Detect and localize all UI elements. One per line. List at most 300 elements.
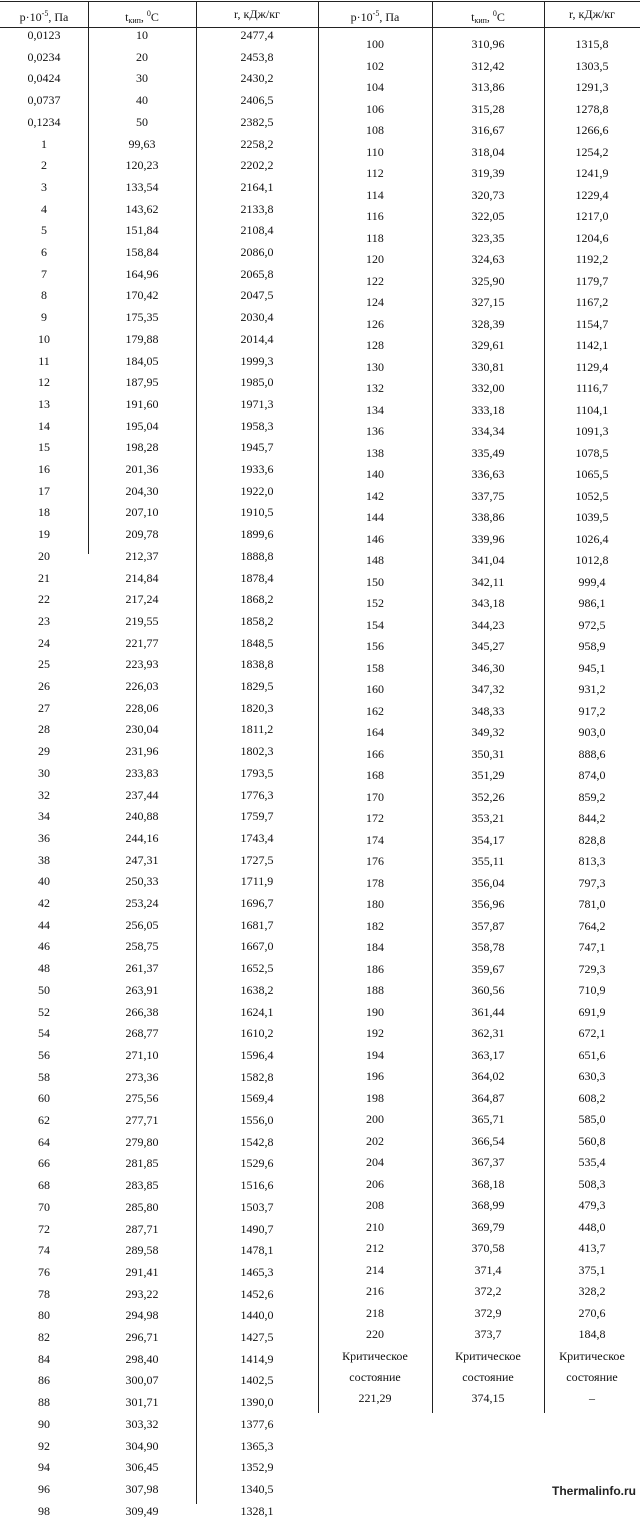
right-pressure-cell: 146: [366, 531, 384, 546]
left-temperature-cell: 10: [136, 28, 148, 42]
left-pressure-cell: 42: [38, 896, 50, 910]
right-temperature-cell: 342,11: [471, 574, 505, 589]
right-temperature-cell: 372,2: [474, 1284, 502, 1298]
right-pressure-cell: 196: [366, 1069, 384, 1083]
right-pressure-cell: 150: [366, 574, 384, 589]
left-pressure-cell: 70: [38, 1199, 50, 1214]
left-temperature-cell: 170,42: [125, 288, 159, 303]
right-pressure-cell: 218: [366, 1305, 384, 1320]
watermark-logo: Thermalinfo.ru: [551, 1484, 636, 1498]
left-pressure-cell: 20: [38, 548, 50, 563]
header-heat-right: r, кДж/кг: [569, 7, 615, 21]
right-pressure-cell: 208: [366, 1198, 384, 1212]
left-heat-cell: 2047,5: [240, 288, 274, 303]
left-pressure-cell: 52: [38, 1004, 50, 1019]
right-heat-cell: 1078,5: [575, 445, 609, 460]
right-temperature-cell: 369,79: [471, 1219, 505, 1234]
left-heat-cell: 1414,9: [240, 1351, 274, 1366]
right-temperature-cell: 320,73: [471, 187, 505, 202]
right-pressure-cell: 136: [366, 424, 384, 438]
left-heat-cell: 2430,2: [240, 71, 274, 86]
right-heat-cell: 1039,5: [575, 510, 609, 524]
left-heat-cell: 1681,7: [240, 917, 274, 932]
left-temperature-cell: 300,07: [125, 1373, 159, 1388]
left-pressure-cell: 40: [38, 874, 50, 889]
left-pressure-cell: 26: [38, 679, 50, 693]
critical-temperature-value: 374,15: [471, 1391, 505, 1405]
right-temperature-cell: 312,42: [471, 58, 505, 73]
left-temperature-cell: 244,16: [125, 830, 159, 845]
left-pressure-cell: 54: [38, 1026, 50, 1041]
left-temperature-cell: 217,24: [125, 592, 159, 607]
right-temperature-cell: 338,86: [471, 510, 505, 524]
right-pressure-cell: 182: [366, 918, 384, 933]
left-pressure-cell: 29: [38, 744, 50, 759]
right-heat-cell: 1091,3: [575, 424, 609, 438]
right-pressure-cell: 148: [366, 553, 384, 567]
left-temperature-cell: 275,56: [125, 1091, 159, 1106]
right-pressure-cell: 184: [366, 940, 384, 954]
left-temperature-cell: 304,90: [125, 1438, 159, 1453]
left-pressure-cell: 6: [41, 245, 47, 259]
right-heat-cell: 1204,6: [575, 230, 609, 245]
left-temperature-cell: 256,05: [125, 917, 159, 932]
left-pressure-cell: 14: [38, 418, 50, 433]
left-pressure-cell: 62: [38, 1113, 50, 1127]
right-pressure-cell: 156: [366, 639, 384, 653]
right-heat-cell: 828,8: [578, 832, 606, 847]
right-temperature-cell: 319,39: [471, 166, 505, 180]
left-temperature-cell: 253,24: [125, 896, 159, 910]
left-heat-cell: 2406,5: [240, 93, 274, 108]
left-temperature-cell: 294,98: [125, 1308, 159, 1323]
right-pressure-cell: 204: [366, 1155, 384, 1169]
right-pressure-cell: 172: [366, 811, 384, 825]
left-temperature-cell: 179,88: [125, 331, 159, 346]
left-heat-cell: 2477,4: [240, 28, 274, 42]
left-temperature-cell: 296,71: [125, 1330, 159, 1344]
right-pressure-cell: 112: [366, 166, 384, 180]
right-pressure-cell: 128: [366, 338, 384, 352]
left-heat-cell: 1802,3: [240, 744, 274, 759]
left-heat-cell: 1427,5: [240, 1330, 274, 1344]
right-heat-cell: 888,6: [578, 746, 606, 761]
left-temperature-cell: 214,84: [125, 570, 159, 585]
right-pressure-cell: 116: [366, 209, 384, 223]
left-pressure-cell: 98: [38, 1503, 50, 1518]
right-pressure-cell: 104: [366, 80, 384, 94]
left-heat-cell: 2108,4: [240, 223, 274, 238]
right-pressure-cell: 124: [366, 295, 384, 309]
critical-label-pressure-line2: состояние: [349, 1370, 401, 1384]
right-heat-cell: 797,3: [578, 875, 606, 890]
left-pressure-cell: 96: [38, 1481, 50, 1496]
left-heat-cell: 1727,5: [240, 852, 274, 867]
right-heat-cell: 1026,4: [575, 531, 609, 546]
left-pressure-cell: 88: [38, 1395, 50, 1410]
left-heat-cell: 1596,4: [240, 1047, 274, 1062]
right-temperature-cell: 322,05: [471, 209, 505, 223]
left-heat-cell: 1402,5: [240, 1373, 274, 1388]
right-pressure-cell: 134: [366, 402, 384, 417]
right-pressure-cell: 114: [366, 187, 384, 202]
left-pressure-cell: 38: [38, 852, 50, 867]
left-pressure-cell: 76: [38, 1264, 50, 1279]
right-heat-cell: 972,5: [578, 617, 606, 632]
right-pressure-cell: 132: [366, 381, 384, 395]
right-temperature-cell: 366,54: [471, 1133, 505, 1148]
left-pressure-cell: 12: [38, 375, 50, 390]
left-heat-cell: 1465,3: [240, 1264, 274, 1279]
right-pressure-cell: 180: [366, 897, 384, 911]
left-pressure-cell: 72: [38, 1221, 50, 1236]
right-temperature-cell: 348,33: [471, 703, 505, 718]
left-heat-cell: 1838,8: [240, 657, 274, 672]
left-heat-cell: 1638,2: [240, 982, 274, 997]
left-pressure-cell: 50: [38, 982, 50, 997]
right-pressure-cell: 130: [366, 359, 384, 374]
right-pressure-cell: 190: [366, 1004, 384, 1019]
left-pressure-cell: 23: [38, 613, 50, 628]
header-pressure-right: $p\cdot 10^{-5}$, Па: [350, 9, 400, 24]
left-temperature-cell: 40: [136, 93, 148, 108]
left-heat-cell: 1958,3: [240, 418, 274, 433]
left-temperature-cell: 158,84: [125, 245, 159, 259]
left-temperature-cell: 226,03: [125, 679, 159, 693]
right-pressure-cell: 198: [366, 1090, 384, 1105]
right-temperature-cell: 332,00: [471, 381, 505, 395]
left-heat-cell: 1377,6: [240, 1416, 274, 1431]
right-temperature-cell: 354,17: [471, 832, 505, 847]
right-heat-cell: 874,0: [578, 768, 606, 782]
left-heat-cell: 1899,6: [240, 527, 274, 542]
right-temperature-cell: 364,02: [471, 1069, 505, 1083]
left-temperature-cell: 237,44: [125, 787, 159, 802]
left-temperature-cell: 266,38: [125, 1004, 159, 1019]
right-temperature-cell: 327,15: [471, 295, 505, 309]
left-heat-cell: 2258,2: [240, 136, 274, 151]
right-temperature-cell: 313,86: [471, 80, 505, 94]
right-heat-cell: 1254,2: [575, 144, 609, 159]
header-temperature-left: $t_{кип}$, $^0$C: [125, 9, 159, 25]
left-heat-cell: 1478,1: [240, 1243, 274, 1258]
left-temperature-cell: 198,28: [125, 440, 159, 455]
left-temperature-cell: 233,83: [125, 765, 159, 780]
left-temperature-cell: 268,77: [125, 1026, 159, 1041]
critical-label-heat-line1: Критическое: [559, 1349, 625, 1363]
left-heat-cell: 2382,5: [240, 114, 274, 129]
right-pressure-cell: 162: [366, 703, 384, 718]
left-temperature-cell: 187,95: [125, 375, 159, 390]
right-temperature-cell: 361,44: [471, 1004, 505, 1019]
left-pressure-cell: 94: [38, 1460, 50, 1475]
left-pressure-cell: 60: [38, 1091, 50, 1106]
right-heat-cell: 958,9: [578, 639, 606, 653]
left-heat-cell: 1556,0: [240, 1113, 274, 1127]
left-temperature-cell: 209,78: [125, 527, 159, 542]
right-heat-cell: 1012,8: [575, 553, 609, 567]
left-temperature-cell: 273,36: [125, 1069, 159, 1084]
left-pressure-cell: 82: [38, 1330, 50, 1344]
left-heat-cell: 1776,3: [240, 787, 274, 802]
left-heat-cell: 1610,2: [240, 1026, 274, 1041]
left-temperature-cell: 30: [136, 71, 148, 86]
right-heat-cell: 1142,1: [575, 338, 609, 352]
left-heat-cell: 2133,8: [240, 201, 274, 216]
left-temperature-cell: 133,54: [125, 179, 159, 194]
left-pressure-cell: 48: [38, 961, 50, 976]
left-pressure-cell: 24: [38, 635, 50, 650]
left-pressure-cell: 84: [38, 1351, 50, 1366]
right-temperature-cell: 315,28: [471, 101, 505, 116]
right-heat-cell: 1052,5: [575, 488, 609, 503]
right-temperature-cell: 347,32: [471, 682, 505, 696]
left-heat-cell: 1793,5: [240, 765, 274, 780]
left-heat-cell: 1516,6: [240, 1178, 274, 1193]
right-heat-cell: 1129,4: [575, 359, 609, 374]
left-temperature-cell: 277,71: [125, 1113, 159, 1127]
right-heat-cell: 1179,7: [575, 273, 609, 288]
left-heat-cell: 1811,2: [240, 722, 274, 737]
left-heat-cell: 1858,2: [240, 613, 274, 628]
right-temperature-cell: 316,67: [471, 123, 505, 137]
right-temperature-cell: 357,87: [471, 918, 505, 933]
right-heat-cell: 1303,5: [575, 58, 609, 73]
right-temperature-cell: 344,23: [471, 617, 505, 632]
right-temperature-cell: 341,04: [471, 553, 505, 567]
left-temperature-cell: 247,31: [125, 852, 159, 867]
left-temperature-cell: 285,80: [125, 1199, 159, 1214]
right-heat-cell: 1065,5: [575, 467, 609, 481]
right-heat-cell: 1315,8: [575, 37, 609, 51]
left-pressure-cell: 0,1234: [27, 114, 61, 129]
left-heat-cell: 1910,5: [240, 505, 274, 520]
right-pressure-cell: 142: [366, 488, 384, 503]
right-temperature-cell: 343,18: [471, 596, 505, 610]
right-temperature-cell: 336,63: [471, 467, 505, 481]
right-pressure-cell: 216: [366, 1284, 384, 1298]
left-pressure-cell: 18: [38, 505, 50, 520]
right-temperature-cell: 323,35: [471, 230, 505, 245]
left-temperature-cell: 301,71: [125, 1395, 159, 1410]
right-heat-cell: 729,3: [578, 961, 606, 976]
header-temperature-right: $t_{кип}$, $^0$C: [471, 9, 505, 25]
left-pressure-cell: 86: [38, 1373, 50, 1388]
left-heat-cell: 1390,0: [240, 1395, 274, 1410]
left-heat-cell: 2014,4: [240, 331, 274, 346]
left-temperature-cell: 283,85: [125, 1178, 159, 1193]
left-heat-cell: 1652,5: [240, 961, 274, 976]
right-pressure-cell: 174: [366, 832, 384, 847]
left-heat-cell: 1696,7: [240, 896, 274, 910]
left-pressure-cell: 25: [38, 657, 50, 672]
right-heat-cell: 448,0: [578, 1219, 606, 1234]
left-pressure-cell: 19: [38, 527, 50, 542]
right-pressure-cell: 102: [366, 58, 384, 73]
critical-label-pressure-line1: Критическое: [342, 1349, 408, 1363]
right-temperature-cell: 350,31: [471, 746, 505, 761]
left-temperature-cell: 250,33: [125, 874, 159, 889]
right-temperature-cell: 371,4: [474, 1262, 502, 1277]
left-pressure-cell: 10: [38, 331, 50, 346]
left-pressure-cell: 4: [41, 201, 47, 216]
right-temperature-cell: 329,61: [471, 338, 505, 352]
right-pressure-cell: 154: [366, 617, 384, 632]
right-pressure-cell: 178: [366, 875, 384, 890]
right-pressure-cell: 108: [366, 123, 384, 137]
right-temperature-cell: 349,32: [471, 725, 505, 739]
left-pressure-cell: 68: [38, 1178, 50, 1193]
right-temperature-cell: 365,71: [471, 1112, 505, 1126]
right-heat-cell: 813,3: [578, 854, 606, 868]
right-pressure-cell: 202: [366, 1133, 384, 1148]
left-pressure-cell: 8: [41, 288, 47, 303]
right-heat-cell: 844,2: [578, 811, 606, 825]
left-temperature-cell: 231,96: [125, 744, 159, 759]
header-heat-left: r, кДж/кг: [234, 7, 280, 21]
left-pressure-cell: 11: [38, 353, 50, 368]
left-pressure-cell: 21: [38, 570, 50, 585]
left-temperature-cell: 309,49: [125, 1503, 159, 1518]
right-heat-cell: 1192,2: [575, 252, 609, 266]
right-pressure-cell: 170: [366, 789, 384, 804]
right-pressure-cell: 200: [366, 1112, 384, 1126]
right-temperature-cell: 346,30: [471, 660, 505, 675]
right-heat-cell: 781,0: [578, 897, 606, 911]
right-temperature-cell: 367,37: [471, 1155, 505, 1169]
left-temperature-cell: 258,75: [125, 939, 159, 954]
right-heat-cell: 1291,3: [575, 80, 609, 94]
right-pressure-cell: 168: [366, 768, 384, 782]
left-temperature-cell: 143,62: [125, 201, 159, 216]
left-temperature-cell: 50: [136, 114, 148, 129]
right-temperature-cell: 356,04: [471, 875, 505, 890]
right-temperature-cell: 353,21: [471, 811, 505, 825]
right-heat-cell: 672,1: [578, 1026, 606, 1040]
left-heat-cell: 1352,9: [240, 1460, 274, 1475]
left-heat-cell: 1542,8: [240, 1134, 274, 1149]
left-pressure-cell: 15: [38, 440, 50, 455]
left-heat-cell: 1759,7: [240, 809, 274, 824]
left-pressure-cell: 74: [38, 1243, 50, 1258]
right-temperature-cell: 345,27: [471, 639, 505, 653]
left-heat-cell: 1452,6: [240, 1286, 274, 1301]
left-temperature-cell: 207,10: [125, 505, 159, 520]
right-heat-cell: 1116,7: [575, 381, 609, 395]
left-pressure-cell: 80: [38, 1308, 50, 1323]
right-pressure-cell: 164: [366, 725, 384, 739]
left-temperature-cell: 291,41: [125, 1264, 159, 1279]
right-heat-cell: 560,8: [578, 1133, 606, 1148]
right-pressure-cell: 144: [366, 510, 384, 524]
left-temperature-cell: 287,71: [125, 1221, 159, 1236]
right-temperature-cell: 335,49: [471, 445, 505, 460]
right-temperature-cell: 334,34: [471, 424, 505, 438]
right-pressure-cell: 152: [366, 596, 384, 610]
right-heat-cell: 747,1: [578, 940, 606, 954]
right-temperature-cell: 325,90: [471, 273, 505, 288]
left-heat-cell: 2030,4: [240, 310, 274, 325]
left-pressure-cell: 78: [38, 1286, 50, 1301]
left-pressure-cell: 5: [41, 223, 47, 238]
left-temperature-cell: 164,96: [125, 266, 159, 281]
left-temperature-cell: 307,98: [125, 1481, 159, 1496]
right-pressure-cell: 100: [366, 37, 384, 51]
left-temperature-cell: 204,30: [125, 483, 159, 498]
right-heat-cell: 859,2: [578, 789, 606, 804]
right-pressure-cell: 220: [366, 1327, 384, 1341]
right-temperature-cell: 372,9: [474, 1305, 502, 1320]
left-heat-cell: 2065,8: [240, 266, 274, 281]
left-heat-cell: 1503,7: [240, 1199, 274, 1214]
left-heat-cell: 1999,3: [240, 353, 274, 368]
right-heat-cell: 1167,2: [575, 295, 609, 309]
left-heat-cell: 1440,0: [240, 1308, 274, 1323]
right-temperature-cell: 373,7: [474, 1327, 502, 1341]
right-temperature-cell: 363,17: [471, 1047, 505, 1062]
right-pressure-cell: 158: [366, 660, 384, 675]
left-heat-cell: 1829,5: [240, 679, 274, 693]
right-pressure-cell: 188: [366, 983, 384, 997]
right-temperature-cell: 358,78: [471, 940, 505, 954]
left-temperature-cell: 221,77: [125, 635, 159, 650]
left-pressure-cell: 0,0424: [27, 71, 61, 86]
left-pressure-cell: 27: [38, 700, 50, 715]
left-heat-cell: 1340,5: [240, 1481, 274, 1496]
right-pressure-cell: 176: [366, 854, 384, 868]
right-pressure-cell: 210: [366, 1219, 384, 1234]
right-pressure-cell: 106: [366, 101, 384, 116]
left-heat-cell: 1971,3: [240, 396, 274, 411]
left-temperature-cell: 151,84: [125, 223, 159, 238]
right-temperature-cell: 318,04: [471, 144, 505, 159]
left-temperature-cell: 240,88: [125, 809, 159, 824]
left-pressure-cell: 90: [38, 1416, 50, 1431]
right-heat-cell: 608,2: [578, 1090, 606, 1105]
right-pressure-cell: 206: [366, 1176, 384, 1191]
left-temperature-cell: 261,37: [125, 961, 159, 976]
left-pressure-cell: 0,0234: [27, 49, 61, 64]
left-temperature-cell: 306,45: [125, 1460, 159, 1475]
left-temperature-cell: 298,40: [125, 1351, 159, 1366]
left-temperature-cell: 20: [136, 49, 148, 64]
left-temperature-cell: 175,35: [125, 310, 159, 325]
critical-pressure-value: 221,29: [358, 1391, 392, 1405]
left-heat-cell: 2202,2: [240, 158, 274, 173]
right-heat-cell: 710,9: [578, 983, 606, 997]
left-temperature-cell: 279,80: [125, 1134, 159, 1149]
left-heat-cell: 1328,1: [240, 1503, 274, 1518]
right-heat-cell: 986,1: [578, 596, 606, 610]
left-heat-cell: 1878,4: [240, 570, 274, 585]
critical-label-temperature-line1: Критическое: [455, 1349, 521, 1363]
left-pressure-cell: 17: [38, 483, 50, 498]
right-pressure-cell: 118: [366, 230, 384, 245]
left-heat-cell: 2453,8: [240, 49, 274, 64]
right-pressure-cell: 126: [366, 316, 384, 331]
left-temperature-cell: 120,23: [125, 158, 159, 173]
left-pressure-cell: 7: [41, 266, 47, 281]
right-heat-cell: 413,7: [578, 1241, 606, 1255]
right-temperature-cell: 360,56: [471, 983, 505, 997]
left-temperature-cell: 99,63: [128, 136, 156, 151]
left-pressure-cell: 44: [38, 917, 50, 932]
right-heat-cell: 270,6: [578, 1305, 606, 1320]
right-pressure-cell: 212: [366, 1241, 384, 1255]
left-temperature-cell: 219,55: [125, 613, 159, 628]
right-heat-cell: 931,2: [578, 682, 606, 696]
left-heat-cell: 1711,9: [240, 874, 274, 889]
